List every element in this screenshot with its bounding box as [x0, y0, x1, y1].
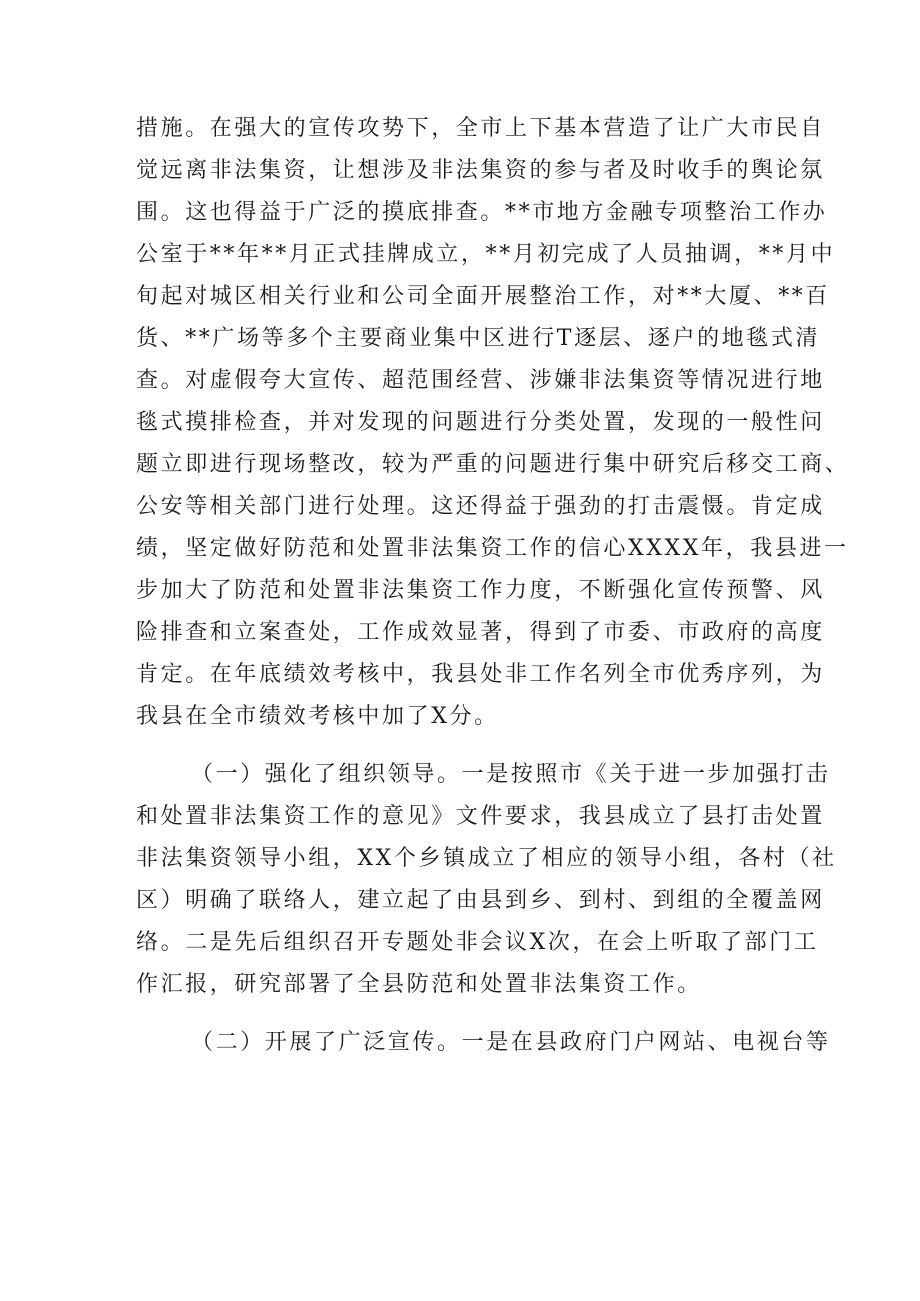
paragraph-line: 作汇报，研究部署了全县防范和处置非法集资工作。 — [136, 972, 702, 997]
document-body — [136, 108, 850, 1064]
paragraph-line: 公室于**年**月正式挂牌成立，**月初完成了人员抽调，**月中 — [136, 242, 836, 267]
paragraph-line: 区）明确了联络人，建立起了由县到乡、到村、到组的全覆盖网 — [136, 888, 825, 913]
paragraph-line: 货、**广场等多个主要商业集中区进行T逐层、逐户的地毯式清 — [136, 326, 821, 351]
paragraph-line: 绩，坚定做好防范和处置非法集资工作的信心XXXX年，我县进一 — [136, 536, 849, 561]
paragraph-line: 旬起对城区相关行业和公司全面开展整治工作，对**大厦、**百 — [136, 284, 831, 309]
paragraph-line: 险排查和立案查处，工作成效显著，得到了市委、市政府的高度 — [136, 620, 825, 645]
paragraph-line: 非法集资领导小组，XX个乡镇成立了相应的领导小组，各村（社 — [136, 846, 837, 871]
paragraph-line: 题立即进行现场整改，较为严重的问题进行集中研究后移交工商、 — [136, 452, 850, 477]
section-heading-line: （一）强化了组织领导。一是按照市《关于进一步加强打击 — [191, 762, 831, 787]
paragraph-line: 觉远离非法集资，让想涉及非法集资的参与者及时收手的舆论氛 — [136, 158, 825, 183]
paragraph-line: 络。二是先后组织召开专题处非会议X次，在会上听取了部门工 — [136, 930, 819, 955]
paragraph-spacer — [136, 1006, 798, 1022]
paragraph-line: 肯定。在年底绩效考核中，我县处非工作名列全市优秀序列，为 — [136, 662, 825, 687]
paragraph-line: 措施。在强大的宣传攻势下，全市上下基本营造了让广大市民自 — [136, 116, 825, 141]
paragraph-line: 毯式摸排检查，并对发现的问题进行分类处置，发现的一般性问 — [136, 410, 825, 435]
paragraph-line: 查。对虚假夸大宣传、超范围经营、涉嫌非法集资等情况进行地 — [136, 368, 825, 393]
section-heading-line: （二）开展了广泛宣传。一是在县政府门户网站、电视台等 — [191, 1030, 831, 1055]
paragraph-spacer — [136, 738, 798, 754]
paragraph-line: 和处置非法集资工作的意见》文件要求，我县成立了县打击处置 — [136, 804, 825, 829]
paragraph-line: 公安等相关部门进行处理。这还得益于强劲的打击震慑。肯定成 — [136, 494, 825, 519]
paragraph-line: 我县在全市绩效考核中加了X分。 — [136, 704, 499, 729]
paragraph-line: 步加大了防范和处置非法集资工作力度，不断强化宣传预警、风 — [136, 578, 825, 603]
paragraph-line: 围。这也得益于广泛的摸底排查。**市地方金融专项整治工作办 — [136, 200, 828, 225]
